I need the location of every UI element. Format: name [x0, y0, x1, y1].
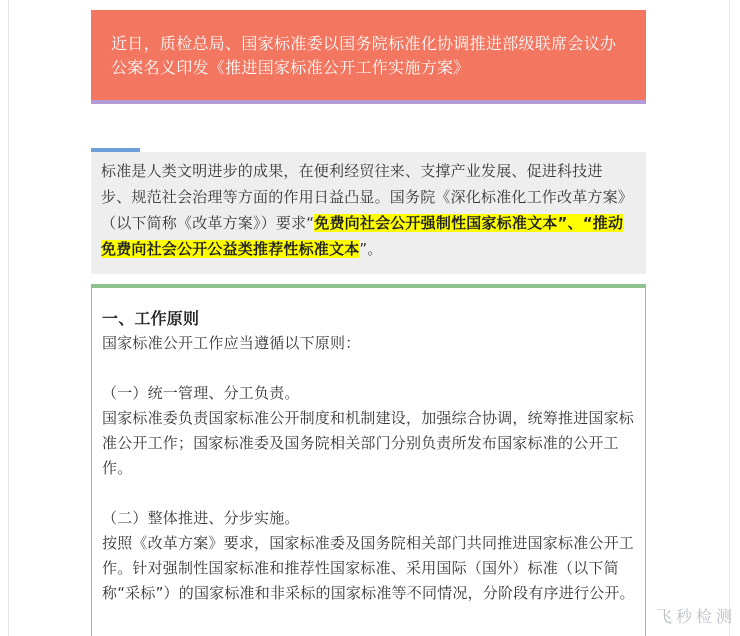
intro-text-before: 标准是人类文明进步的成果，在便利经贸往来、支撑产业发展、促进科技进步、规范社会治理等方面的作用日益凸显。国务院《深化标准化工作改革方案》（以下简称《改革方案》）要求“ [101, 162, 626, 232]
principles-lead: 国家标准公开工作应当遵循以下原则： [102, 334, 361, 352]
principles-body [102, 306, 637, 606]
principles-heading: 一、工作原则 [102, 309, 200, 328]
paragraph-gap [102, 356, 637, 381]
principle-1-title: （一）统一管理、分工负责。 [102, 384, 300, 402]
intro-highlight: 免费向社会公开强制性国家标准文本”、“推动免费向社会公开公益类推荐性标准文本 [101, 214, 624, 258]
intro-block [91, 152, 646, 274]
watermark: 飞秒检测 [656, 607, 737, 626]
principle-1-body: 国家标准委负责国家标准公开制度和机制建设，加强综合协调，统筹推进国家标准公开工作；国家标准委及国务院相关部门分别负责所发布国家标准的公开工作。 [102, 409, 635, 477]
intro-text-after: ”。 [359, 240, 383, 258]
left-divider [8, 0, 9, 636]
principle-2-body: 按照《改革方案》要求，国家标准委及国务院相关部门共同推进国家标准公开工作。针对强制性国家标准和推荐性国家标准、采用国际（国外）标准（以下简称“采标”）的国家标准和非采标的国家标准等不同情况，分阶段有序进行公开。 [102, 534, 635, 602]
headline-banner [91, 10, 646, 104]
paragraph-gap [102, 481, 637, 506]
intro-paragraph [101, 158, 631, 262]
principle-2-title: （二）整体推进、分步实施。 [102, 509, 300, 527]
principles-box [91, 284, 646, 636]
banner-text: 近日，质检总局、国家标准委以国务院标准化协调推进部级联席会议办公案名义印发《推进国家标准公开工作实施方案》 [111, 34, 617, 77]
right-divider [729, 0, 730, 636]
